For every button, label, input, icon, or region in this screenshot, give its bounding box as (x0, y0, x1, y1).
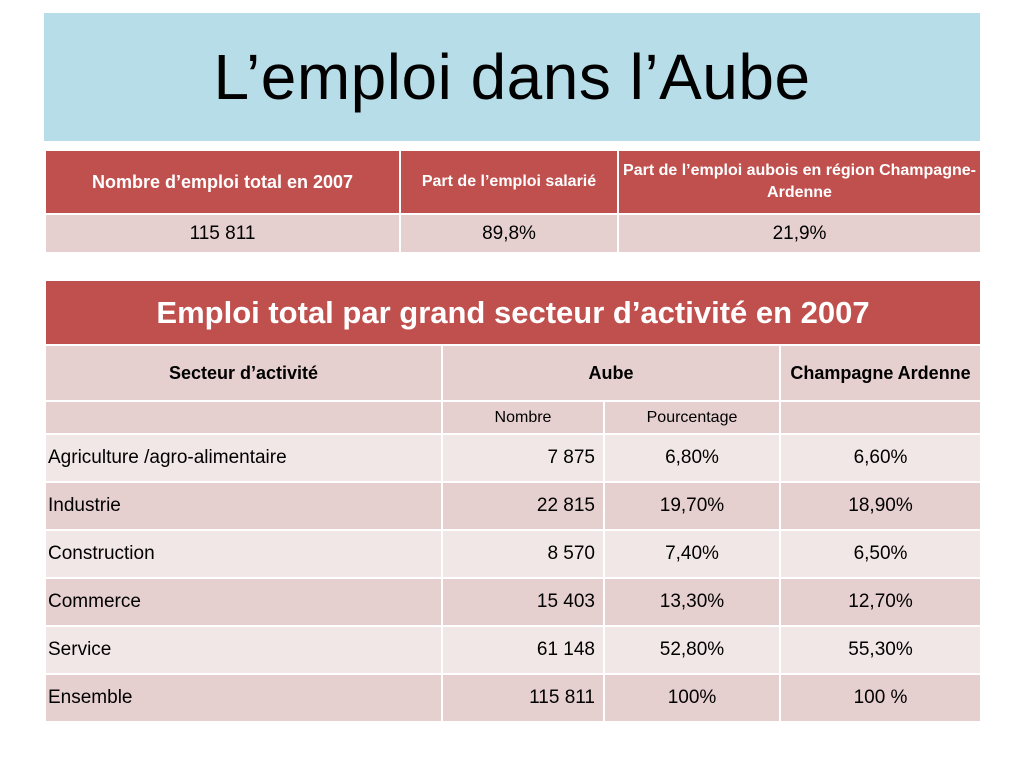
table-row (45, 482, 981, 530)
title-banner (44, 13, 980, 141)
sector-employment-table (44, 279, 982, 723)
row-region: 55,30% (780, 626, 981, 674)
row-region: 6,60% (780, 434, 981, 482)
sector-header-row (45, 345, 981, 401)
row-pct: 6,80% (604, 434, 780, 482)
summary-header-regional-share: Part de l’emploi aubois en région Champagne-Ardenne (618, 150, 981, 214)
table-row (45, 434, 981, 482)
row-region: 18,90% (780, 482, 981, 530)
summary-value-total: 115 811 (45, 214, 400, 253)
row-nombre: 15 403 (442, 578, 604, 626)
row-label: Commerce (45, 578, 442, 626)
row-nombre: 61 148 (442, 626, 604, 674)
row-pct: 19,70% (604, 482, 780, 530)
row-pct: 52,80% (604, 626, 780, 674)
row-pct: 7,40% (604, 530, 780, 578)
subheader-empty (45, 401, 442, 434)
table-row (45, 674, 981, 722)
summary-header-total: Nombre d’emploi total en 2007 (45, 150, 400, 214)
sector-caption-row (45, 280, 981, 345)
sector-subheader-row (45, 401, 981, 434)
row-region: 6,50% (780, 530, 981, 578)
row-label: Service (45, 626, 442, 674)
row-pct: 100% (604, 674, 780, 722)
employment-summary-table (44, 149, 982, 254)
row-pct: 13,30% (604, 578, 780, 626)
subheader-nombre: Nombre (442, 401, 604, 434)
summary-value-salaried: 89,8% (400, 214, 618, 253)
summary-header-salaried: Part de l’emploi salarié (400, 150, 618, 214)
header-sector: Secteur d’activité (45, 345, 442, 401)
row-region: 100 % (780, 674, 981, 722)
header-region: Champagne Ardenne (780, 345, 981, 401)
row-label: Ensemble (45, 674, 442, 722)
sector-table-caption: Emploi total par grand secteur d’activité en 2007 (45, 280, 981, 345)
row-label: Construction (45, 530, 442, 578)
subheader-empty-region (780, 401, 981, 434)
table-row (45, 626, 981, 674)
header-aube: Aube (442, 345, 780, 401)
row-nombre: 22 815 (442, 482, 604, 530)
row-nombre: 115 811 (442, 674, 604, 722)
page-title: L’emploi dans l’Aube (213, 41, 811, 113)
row-region: 12,70% (780, 578, 981, 626)
row-nombre: 8 570 (442, 530, 604, 578)
summary-value-regional-share: 21,9% (618, 214, 981, 253)
row-nombre: 7 875 (442, 434, 604, 482)
summary-header-row (45, 150, 981, 214)
table-row (45, 578, 981, 626)
table-row (45, 530, 981, 578)
summary-value-row (45, 214, 981, 253)
row-label: Agriculture /agro-alimentaire (45, 434, 442, 482)
row-label: Industrie (45, 482, 442, 530)
subheader-pourcentage: Pourcentage (604, 401, 780, 434)
